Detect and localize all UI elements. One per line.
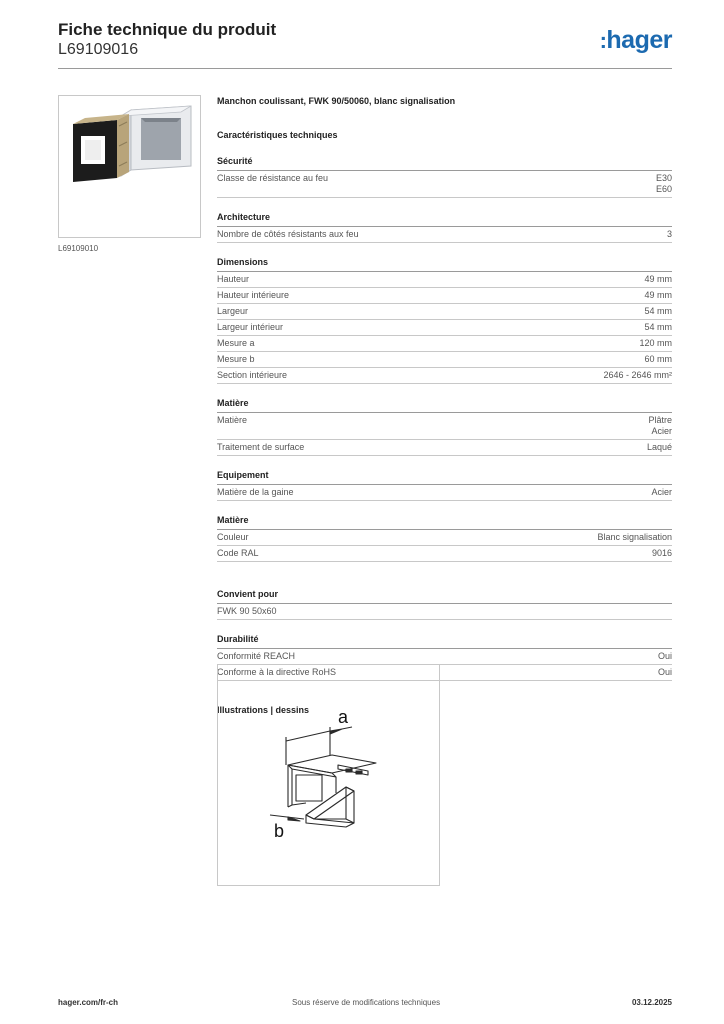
product-reference: L69109016 [58,41,139,58]
spec-label: Couleur [217,532,249,542]
spec-value-line: 49 mm [644,274,672,284]
spec-row [217,288,672,304]
spec-row [217,440,672,456]
spec-value-line: E30 [655,173,672,183]
section-title: Sécurité [217,156,672,171]
spec-row [217,546,672,562]
spec-value-line: 120 mm [639,338,672,348]
spec-value [644,274,672,285]
illustrations-heading: Illustrations | dessins [217,705,310,715]
product-image [58,95,201,238]
spec-value-line: 54 mm [644,322,672,332]
spec-value [597,532,672,543]
spec-value [639,338,672,349]
spec-row [217,336,672,352]
spec-value [644,354,672,365]
section-title: Dimensions [217,257,672,272]
section-title: Matière [217,398,672,413]
spec-value [644,306,672,317]
product-title: Manchon coulissant, FWK 90/50060, blanc signalisation [217,96,456,106]
spec-label: FWK 90 50x60 [217,606,277,616]
spec-label: Mesure b [217,354,255,364]
spec-label: Largeur [217,306,249,316]
spec-row [217,227,672,243]
spec-value-line: Oui [657,651,672,661]
spec-value [644,290,672,301]
spec-value-line: E60 [655,184,672,194]
spec-value [656,173,672,195]
spec-label: Section intérieure [217,370,288,380]
footer-date: 03.12.2025 [631,998,672,1007]
spec-section [217,470,672,501]
spec-label: Conforme à la directive RoHS [217,667,337,677]
spec-row [217,272,672,288]
spec-value [647,442,672,453]
spec-value-line: 60 mm [644,354,672,364]
section-title: Architecture [217,212,672,227]
section-title: Equipement [217,470,672,485]
spec-sections [217,156,672,681]
section-title: Convient pour [217,589,672,604]
dimension-label-a: a [338,707,349,727]
spec-label: Mesure a [217,338,255,348]
spec-section [217,589,672,620]
logo-colon: : [599,28,607,53]
spec-value-line: Plâtre [648,415,672,425]
spec-value [658,667,672,678]
hager-logo[interactable] [600,26,672,55]
spec-section [217,257,672,384]
spec-row [217,352,672,368]
spec-value-line: Acier [651,487,672,497]
spec-label: Hauteur [217,274,250,284]
spec-row [217,485,672,501]
product-photo-illustration [59,96,200,237]
spec-heading: Caractéristiques techniques [217,130,338,140]
spec-section [217,156,672,198]
spec-value-line: 49 mm [644,290,672,300]
spec-row [217,649,672,665]
spec-value-line: Oui [657,667,672,677]
spec-value [648,415,672,437]
spec-row [217,604,672,620]
spec-label: Classe de résistance au feu [217,173,329,183]
spec-value [651,487,672,498]
header-divider [58,68,672,69]
spec-label: Code RAL [217,548,259,558]
spec-value-line: Acier [651,426,672,436]
dimension-drawing [217,664,440,886]
spec-section [217,515,672,562]
spec-value [644,322,672,333]
spec-value-line: 9016 [651,548,672,558]
spec-row [217,304,672,320]
spec-label: Largeur intérieur [217,322,284,332]
page-title: Fiche technique du produit [58,20,277,39]
spec-row [217,320,672,336]
footer-website-link[interactable]: hager.com/fr-ch [58,998,119,1007]
spec-section [217,398,672,456]
section-title: Durabilité [217,634,672,649]
header [58,20,672,68]
spec-value-line: Blanc signalisation [597,532,672,542]
section-title: Matière [217,515,672,530]
spec-row [217,368,672,384]
spec-value-line: 54 mm [644,306,672,316]
spec-value-line: Laqué [646,442,672,452]
spec-value-line: 3 [666,229,672,239]
spec-value [667,229,672,240]
spec-value-line: 2646 - 2646 mm² [603,370,672,380]
spec-row [217,413,672,440]
spec-section [217,212,672,243]
spec-label: Conformité REACH [217,651,296,661]
spec-label: Matière [217,415,248,425]
spec-label: Hauteur intérieure [217,290,290,300]
spec-label: Nombre de côtés résistants aux feu [217,229,359,239]
spec-row [217,530,672,546]
spec-label: Traitement de surface [217,442,305,452]
dimension-label-b: b [274,821,285,841]
dimension-drawing-svg [218,665,439,885]
spec-value [603,370,672,381]
specifications [217,95,672,715]
logo-text: hager [606,26,672,54]
spec-value [652,548,672,559]
spec-row [217,171,672,198]
spec-label: Matière de la gaine [217,487,294,497]
footer-disclaimer: Sous réserve de modifications techniques [292,998,441,1007]
spec-value [658,651,672,662]
image-caption: L69109010 [58,244,99,253]
